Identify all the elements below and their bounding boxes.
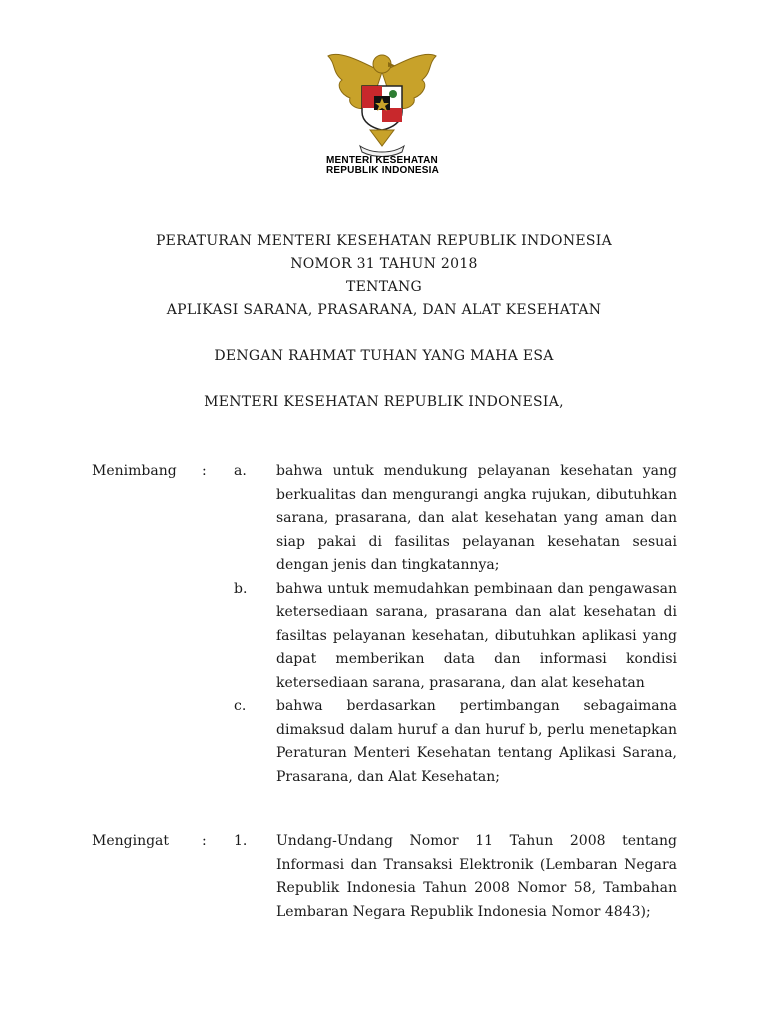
item-marker: b. <box>234 580 248 597</box>
item-text: Undang-Undang Nomor 11 Tahun 2008 tentang Informasi dan Transaksi Elektronik (Lembaran Negara Republik Indonesia Tahun 2008 Nomor 58, Tambahan Lembaran Negara Republik Indonesia Nomor 4843); <box>276 833 677 920</box>
list-item <box>92 695 677 789</box>
title-line-1: PERATURAN MENTERI KESEHATAN REPUBLIK INDONESIA <box>155 233 613 249</box>
issuer-line-1: MENTERI KESEHATAN <box>326 155 438 166</box>
invocation: DENGAN RAHMAT TUHAN YANG MAHA ESA <box>214 348 554 364</box>
issuer-caption <box>326 156 456 176</box>
authority: MENTERI KESEHATAN REPUBLIK INDONESIA, <box>204 394 564 410</box>
list-item <box>92 578 677 696</box>
garuda-emblem-icon <box>322 42 442 162</box>
menimbang-label: Menimbang <box>92 463 177 479</box>
item-marker: a. <box>234 463 247 479</box>
title-line-2: NOMOR 31 TAHUN 2018 <box>290 256 478 272</box>
regulation-title <box>0 230 768 414</box>
item-text: bahwa untuk memudahkan pembinaan dan pengawasan ketersediaan sarana, prasarana dan alat kesehatan di fasiltas pelayanan kesehatan, dibutuhkan aplikasi yang dapat memberikan data dan informasi kondisi ketersediaan sarana, prasarana, dan alat kesehatan <box>276 580 677 691</box>
list-item <box>92 830 677 924</box>
menimbang-section <box>92 460 677 789</box>
colon: : <box>202 833 207 849</box>
mengingat-section <box>92 830 677 924</box>
colon: : <box>202 463 207 479</box>
item-text: bahwa untuk mendukung pelayanan kesehatan yang berkualitas dan mengurangi angka rujukan, dibutuhkan sarana, prasarana, dan alat kesehatan yang aman dan siap pakai di fasilitas pelayanan kesehatan sesuai dengan jenis dan tingkatannya; <box>276 463 677 573</box>
title-line-4: APLIKASI SARANA, PRASARANA, DAN ALAT KESEHATAN <box>166 302 602 318</box>
item-marker: c. <box>234 698 247 714</box>
item-marker: 1. <box>234 833 248 849</box>
item-text: bahwa berdasarkan pertimbangan sebagaimana dimaksud dalam huruf a dan huruf b, perlu menetapkan Peraturan Menteri Kesehatan tentang Aplikasi Sarana, Prasarana, dan Alat Kesehatan; <box>276 698 677 785</box>
title-line-3: TENTANG <box>345 279 423 295</box>
issuer-line-2: REPUBLIK INDONESIA <box>326 165 440 176</box>
mengingat-label: Mengingat <box>92 833 170 849</box>
list-item <box>92 460 677 578</box>
